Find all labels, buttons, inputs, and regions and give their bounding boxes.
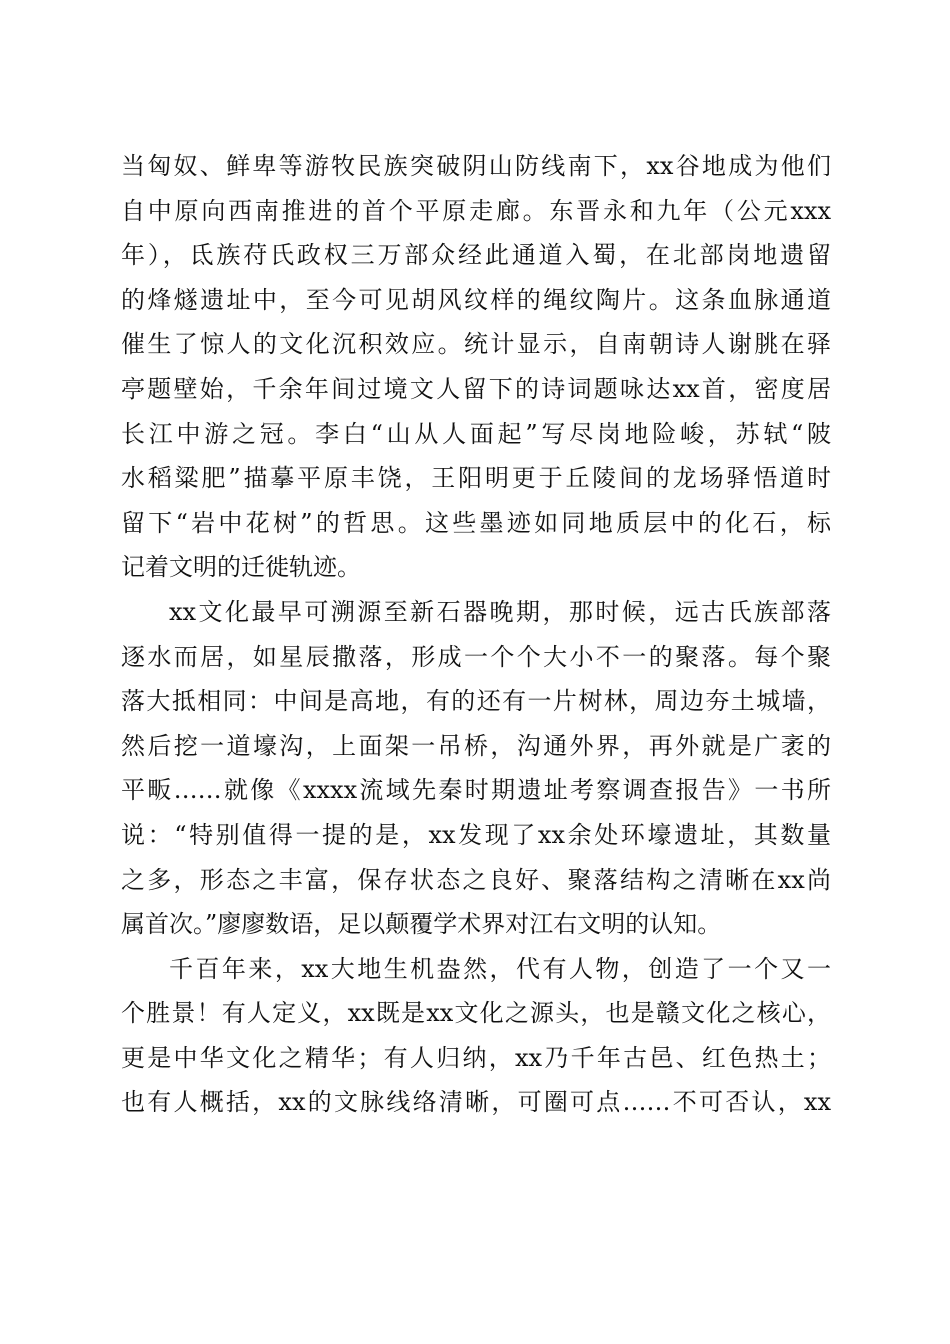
text-line: 个胜景！有人定义，xx既是xx文化之源头，也是赣文化之核心， <box>121 999 831 1028</box>
text-line: 属首次。”廖廖数语，足以颠覆学术界对江右文明的认知。 <box>121 910 722 939</box>
text-line: 水稻粱肥”描摹平原丰饶，王阳明更于丘陵间的龙场驿悟道时 <box>121 464 831 493</box>
text-line: 更是中华文化之精华；有人归纳，xx乃千年古邑、红色热土； <box>121 1043 831 1072</box>
text-line: 落大抵相同：中间是高地，有的还有一片树林，周边夯土城墙， <box>121 687 831 716</box>
paragraph-1 <box>121 144 831 590</box>
text-line: 长江中游之冠。李白“山从人面起”写尽岗地险峻，苏轼“陂 <box>121 419 831 448</box>
text-line: 记着文明的迁徙轨迹。 <box>121 553 361 582</box>
text-line: 当匈奴、鲜卑等游牧民族突破阴山防线南下，xx谷地成为他们 <box>121 152 831 180</box>
text-line: 自中原向西南推进的首个平原走廊。东晋永和九年（公元xxx <box>121 196 831 225</box>
text-line: 千百年来，xx大地生机盎然，代有人物，创造了一个又一 <box>169 954 831 983</box>
text-line: 也有人概括，xx的文脉线络清晰，可圈可点……不可否认，xx <box>121 1088 831 1117</box>
text-line: 逐水而居，如星辰撒落，形成一个个大小不一的聚落。每个聚 <box>121 642 831 671</box>
text-line: 亭题壁始，千余年间过境文人留下的诗词题咏达xx首，密度居 <box>121 374 831 403</box>
text-line: 的烽燧遗址中，至今可见胡风纹样的绳纹陶片。这条血脉通道 <box>121 285 831 314</box>
text-line: 说：“特别值得一提的是，xx发现了xx余处环壕遗址，其数量 <box>121 820 831 849</box>
text-line: 平畈……就像《xxxx流域先秦时期遗址考察调查报告》一书所 <box>121 776 831 805</box>
document-body <box>121 144 831 1125</box>
paragraph-2 <box>121 590 831 947</box>
text-line: 留下“岩中花树”的哲思。这些墨迹如同地质层中的化石，标 <box>121 508 831 537</box>
text-line: 年），氐族苻氏政权三万部众经此通道入蜀，在北部岗地遗留 <box>121 241 831 270</box>
paragraph-3 <box>121 947 831 1125</box>
text-line: 催生了惊人的文化沉积效应。统计显示，自南朝诗人谢朓在驿 <box>121 330 831 359</box>
text-line: 然后挖一道壕沟，上面架一吊桥，沟通外界，再外就是广袤的 <box>121 731 831 760</box>
text-line: xx文化最早可溯源至新石器晚期，那时候，远古氏族部落 <box>169 597 831 626</box>
text-line: 之多，形态之丰富，保存状态之良好、聚落结构之清晰在xx尚 <box>121 865 831 894</box>
